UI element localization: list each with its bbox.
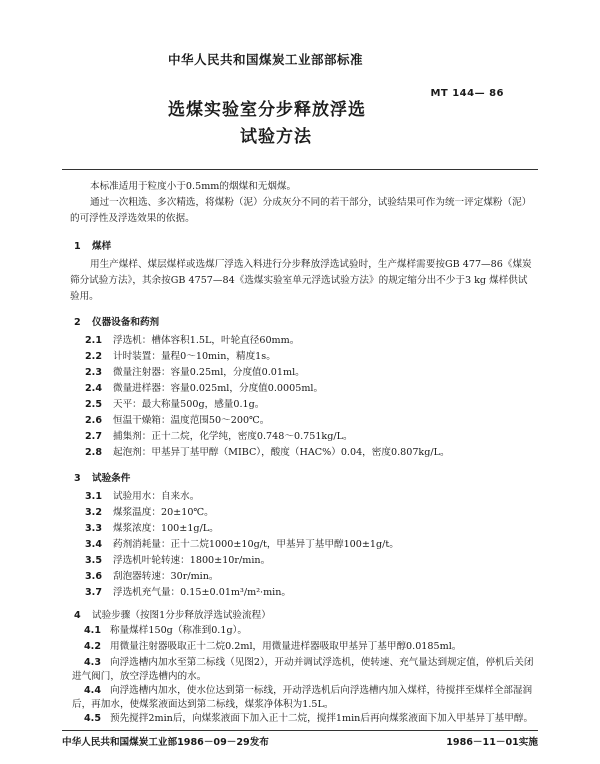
- section-number: 4: [74, 610, 81, 621]
- item-number: 3.4: [85, 539, 102, 550]
- list-item: [85, 429, 353, 445]
- list-item: [85, 585, 291, 601]
- section-number: 3: [74, 473, 81, 484]
- item-text: 煤浆温度：20±10℃。: [113, 507, 214, 518]
- list-item: [72, 640, 538, 654]
- list-item: [85, 397, 264, 413]
- item-number: 4.5: [84, 713, 101, 724]
- footer-divider: [62, 730, 538, 731]
- section-title: 试验条件: [92, 473, 131, 484]
- ministry-name: 中华人民共和国煤炭工业部部标准: [168, 52, 364, 67]
- section-4-heading: [74, 607, 271, 621]
- item-number: 3.5: [85, 555, 102, 566]
- item-text: 微量注射器：容量0.25ml，分度值0.01ml。: [113, 367, 305, 378]
- list-item: [85, 445, 450, 461]
- list-item: [85, 413, 269, 429]
- item-text: 捕集剂：正十二烷，化学纯，密度0.748～0.751kg/L。: [113, 431, 353, 442]
- item-number: 3.1: [85, 491, 102, 502]
- item-number: 4.3: [84, 657, 101, 668]
- item-number: 2.5: [85, 399, 102, 410]
- item-number: 4.1: [84, 625, 101, 636]
- item-text: 预先搅拌2min后，向煤浆液面下加入正十二烷，搅拌1min后再向煤浆液面下加入甲基异丁基甲醇。: [110, 713, 534, 724]
- item-number: 3.2: [85, 507, 102, 518]
- item-text: 浮选机叶轮转速：1800±10r/min。: [113, 555, 271, 566]
- section-number: 1: [74, 241, 81, 252]
- list-item: [72, 684, 538, 712]
- item-text: 用微量注射器吸取正十二烷0.2ml，用微量进样器吸取甲基异丁基甲醇0.0185ml。: [110, 641, 462, 652]
- list-item: [85, 553, 270, 569]
- item-text: 计时装置：量程0～10min，精度1s。: [113, 351, 276, 362]
- section-number: 2: [74, 317, 81, 328]
- list-item: [85, 381, 323, 397]
- issue-date: 中华人民共和国煤炭工业部1986－09－29发布: [62, 737, 269, 748]
- list-item: [85, 505, 214, 521]
- list-item: [85, 349, 276, 365]
- item-number: 4.4: [84, 685, 101, 696]
- effective-date: 1986－11－01实施: [446, 737, 538, 748]
- item-number: 4.2: [84, 641, 101, 652]
- list-item: [72, 712, 538, 726]
- intro-paragraph-2: 通过一次粗选、多次精选，将煤粉（泥）分成灰分不同的若干部分，试验结果可作为统一评定煤粉（泥）的可浮性及浮选效果的依据。: [70, 197, 532, 224]
- item-number: 3.3: [85, 523, 102, 534]
- item-text: 向浮选槽内加水，使水位达到第一标线，开动浮选机后向浮选槽内加入煤样，待搅拌至煤样全部湿润后，再加水，使煤浆液面达到第二标线，煤浆净体积为1.5L。: [72, 685, 533, 710]
- section-3-heading: [74, 470, 130, 484]
- document-title-line-2: 试验方法: [240, 127, 312, 147]
- item-number: 2.3: [85, 367, 102, 378]
- item-text: 浮选机：槽体容积1.5L，叶轮直径60mm。: [113, 335, 300, 346]
- item-number: 2.4: [85, 383, 102, 394]
- item-number: 2.2: [85, 351, 102, 362]
- item-text: 刮泡器转速：30r/min。: [113, 571, 219, 582]
- item-text: 药剂消耗量：正十二烷1000±10g/t，甲基异丁基甲醇100±1g/t。: [113, 539, 399, 550]
- item-text: 煤浆浓度：100±1g/L。: [113, 523, 219, 534]
- section-title: 仪器设备和药剂: [92, 317, 160, 328]
- item-number: 2.1: [85, 335, 102, 346]
- item-text: 天平：最大称量500g，感量0.1g。: [113, 399, 265, 410]
- item-number: 2.7: [85, 431, 102, 442]
- item-number: 3.7: [85, 587, 102, 598]
- list-item: [72, 656, 538, 684]
- intro-paragraph-1: 本标准适用于粒度小于0.5mm的烟煤和无烟煤。: [90, 181, 297, 192]
- item-number: 2.8: [85, 447, 102, 458]
- item-text: 向浮选槽内加水至第二标线（见图2），开动并调试浮选机，使转速、充气量达到规定值，停机后关闭进气阀门，放空浮选槽内的水。: [72, 657, 534, 682]
- item-number: 2.6: [85, 415, 102, 426]
- item-text: 称量煤样150g（称准到0.1g）。: [110, 625, 247, 636]
- list-item: [72, 624, 538, 638]
- document-title-line-1: 选煤实验室分步释放浮选: [168, 100, 366, 120]
- item-text: 微量进样器：容量0.025ml，分度值0.0005ml。: [113, 383, 324, 394]
- section-1-heading: [74, 238, 111, 252]
- header-divider: [62, 169, 538, 170]
- item-text: 恒温干燥箱：温度范围50～200℃。: [113, 415, 270, 426]
- section-1-text: 用生产煤样、煤层煤样或选煤厂浮选入料进行分步释放浮选试验时，生产煤样需要按GB 477—86《煤炭筛分试验方法》，其余按GB 4757—84《选煤实验室单元浮选试验方法》的规定缩分出不少于3 kg 煤样供试验用。: [70, 259, 532, 302]
- section-title: 试验步骤（按图1分步释放浮选试验流程）: [92, 610, 271, 621]
- list-item: [85, 521, 219, 537]
- item-text: 浮选机充气量：0.15±0.01m³/m²·min。: [113, 587, 292, 598]
- section-title: 煤样: [92, 241, 112, 252]
- list-item: [85, 537, 399, 553]
- list-item: [85, 489, 199, 505]
- list-item: [85, 569, 219, 585]
- item-text: 起泡剂：甲基异丁基甲醇（MIBC），酸度（HAC%）0.04，密度0.807kg/L。: [113, 447, 450, 458]
- list-item: [85, 333, 299, 349]
- item-number: 3.6: [85, 571, 102, 582]
- item-text: 试验用水：自来水。: [113, 491, 200, 502]
- section-2-heading: [74, 314, 159, 328]
- standard-number: MT 144— 86: [430, 88, 504, 99]
- list-item: [85, 365, 305, 381]
